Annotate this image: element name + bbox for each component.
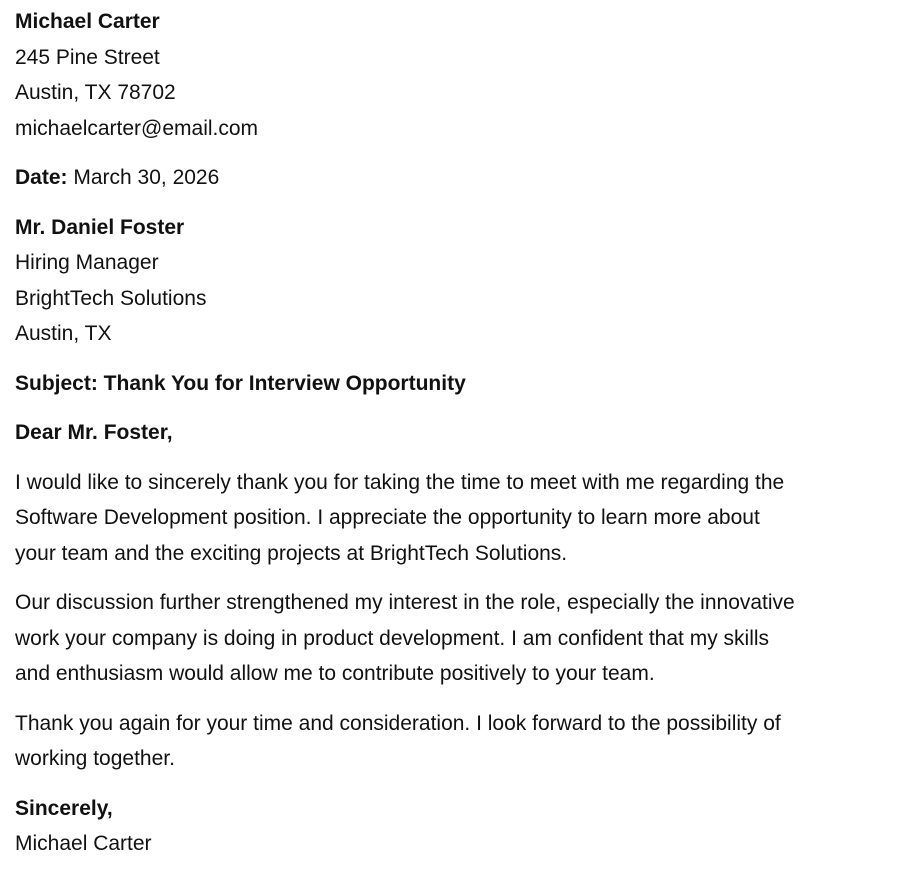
sender-street: 245 Pine Street [15,45,160,69]
closing-signature: Michael Carter [15,832,152,855]
body-paragraph-1 [15,465,886,572]
recipient-company: BrightTech Solutions [15,286,207,310]
recipient-block [15,210,886,352]
sender-city: Austin, TX 78702 [15,81,176,104]
recipient-location: Austin, TX [15,322,112,345]
date-label: Date: [15,166,68,189]
paragraph-line: working together. [15,747,175,770]
closing-block [15,791,886,862]
paragraph-line: work your company is doing in product development. I am confident that my skills [15,626,770,650]
paragraph-line: and enthusiasm would allow me to contribute positively to your team. [15,662,655,685]
closing-valediction: Sincerely, [15,796,113,820]
paragraph-line: Our discussion further strengthened my interest in the role, especially the innovative [15,591,795,614]
subject-block [15,366,886,402]
body-paragraph-2 [15,585,886,692]
sender-block [15,4,886,146]
sender-email: michaelcarter@email.com [15,116,259,140]
date-value: March 30, 2026 [73,166,220,189]
date-line [15,160,886,196]
date-block [15,160,886,196]
recipient-name: Mr. Daniel Foster [15,215,185,239]
recipient-title: Hiring Manager [15,251,159,274]
salutation-block [15,415,886,451]
paragraph-line: Software Development position. I appreciate the opportunity to learn more about [15,506,760,529]
sender-name: Michael Carter [15,10,160,33]
paragraph-line: I would like to sincerely thank you for taking the time to meet with me regarding the [15,470,785,494]
body-paragraph-3 [15,706,886,777]
subject-line: Subject: Thank You for Interview Opportunity [15,371,466,395]
salutation-line: Dear Mr. Foster, [15,421,173,444]
paragraph-line: your team and the exciting projects at BrightTech Solutions. [15,541,568,565]
paragraph-line: Thank you again for your time and consideration. I look forward to the possibility of [15,711,781,735]
